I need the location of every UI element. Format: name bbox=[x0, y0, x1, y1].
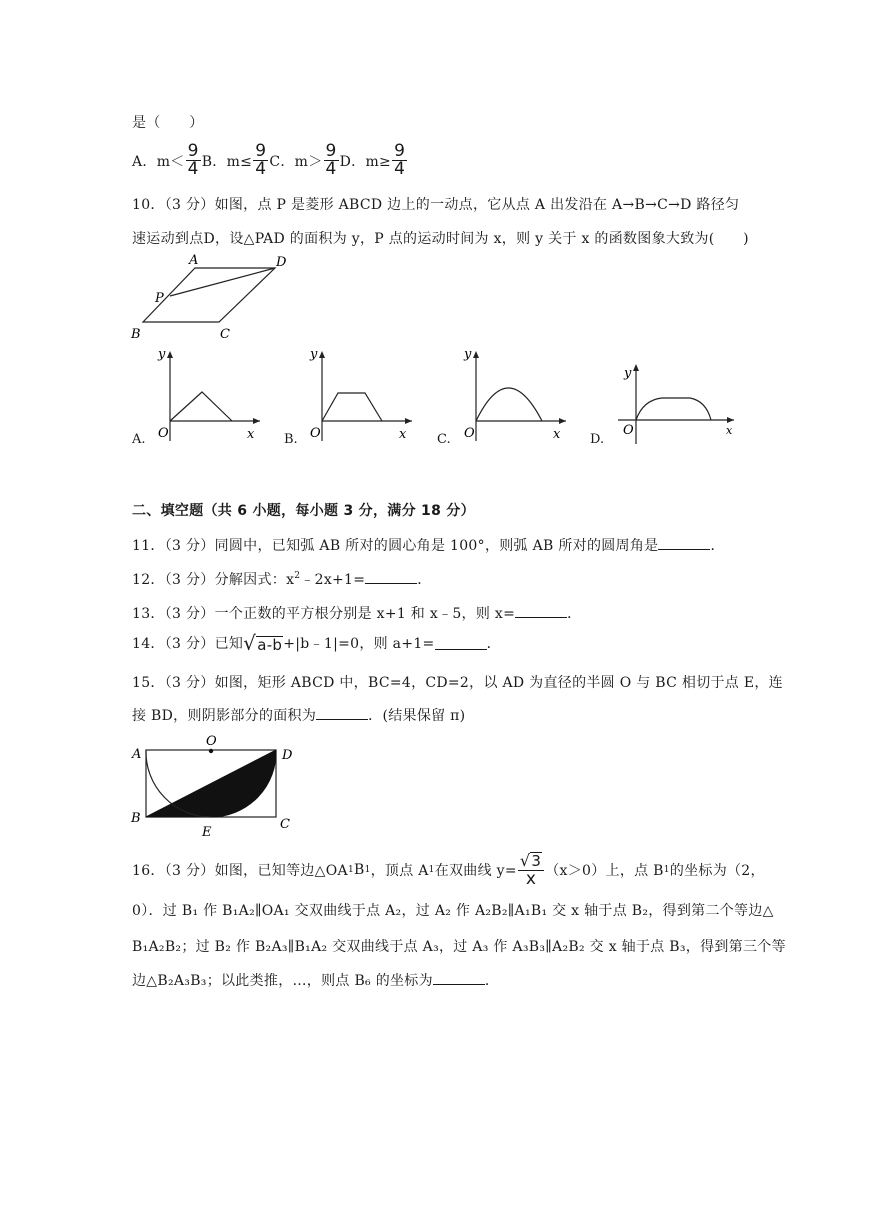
graph-c bbox=[456, 345, 571, 445]
svg-text:x: x bbox=[553, 427, 561, 442]
choice-d-label[interactable]: D. bbox=[590, 432, 605, 447]
answer-blank[interactable] bbox=[515, 605, 567, 618]
fraction: $\frac{9}{4}$ bbox=[325, 141, 337, 179]
svg-text:O: O bbox=[464, 426, 475, 441]
svg-text:y: y bbox=[158, 347, 166, 362]
fraction: $\frac{9}{4}$ bbox=[187, 141, 199, 179]
q9-option-d[interactable]: D．m≥ bbox=[339, 153, 392, 170]
choice-b-label[interactable]: B. bbox=[284, 432, 298, 447]
svg-text:y: y bbox=[310, 347, 318, 362]
label-d: D bbox=[276, 255, 287, 270]
q16-line3: B₁A₂B₂；过 B₂ 作 B₂A₃∥B₁A₂ 交双曲线于点 A₃，过 A₃ 作 A₃B₃∥A₂B₂ 交 x 轴于点 B₃，得到第三个等 bbox=[132, 939, 786, 955]
q16-line1: 16．（3 分）如图，已知等边△OA 1 B 1 ，顶点 A 1 在双曲线 y= √ 3 x （x＞0）上，点 B 1 的坐标为（2， bbox=[132, 851, 765, 889]
svg-text:D: D bbox=[282, 748, 293, 763]
q15-line1: 15．（3 分）如图，矩形 ABCD 中，BC=4，CD=2，以 AD 为直径的半圆 O 与 BC 相切于点 E，连 bbox=[132, 675, 783, 691]
section-heading: 二、填空题（共 6 小题，每小题 3 分，满分 18 分） bbox=[132, 503, 475, 519]
graph-a bbox=[150, 345, 265, 445]
label-b: B bbox=[131, 327, 141, 342]
q9-option-c[interactable]: C．m＞ bbox=[269, 153, 323, 170]
answer-blank[interactable] bbox=[316, 707, 368, 720]
svg-text:y: y bbox=[624, 366, 632, 381]
answer-blank[interactable] bbox=[435, 637, 487, 650]
label-c: C bbox=[220, 327, 230, 342]
q16-line2: 0）．过 B₁ 作 B₁A₂∥OA₁ 交双曲线于点 A₂，过 A₂ 作 A₂B₂∥A₁B₁ 交 x 轴于点 B₂，得到第二个等边△ bbox=[132, 903, 774, 919]
svg-text:y: y bbox=[464, 347, 472, 362]
choice-c-label[interactable]: C. bbox=[437, 432, 451, 447]
svg-text:C: C bbox=[280, 817, 290, 832]
answer-blank[interactable] bbox=[658, 537, 710, 550]
svg-text:x: x bbox=[247, 427, 255, 442]
svg-text:A: A bbox=[132, 747, 142, 762]
q11: 11．（3 分）同圆中，已知弧 AB 所对的圆心角是 100°，则弧 AB 所对的圆周角是 ． bbox=[132, 538, 725, 554]
q13: 13．（3 分）一个正数的平方根分别是 x+1 和 x﹣5，则 x= ． bbox=[132, 606, 582, 622]
rectangle-figure bbox=[126, 730, 301, 840]
graph-b bbox=[302, 345, 417, 445]
svg-text:x: x bbox=[726, 424, 733, 437]
graph-d bbox=[610, 360, 740, 450]
svg-text:O: O bbox=[158, 426, 169, 441]
q9-tail: 是（ ） bbox=[132, 115, 204, 131]
rhombus-figure bbox=[125, 250, 295, 345]
svg-text:B: B bbox=[131, 811, 141, 826]
q12: 12．（3 分）分解因式：$x^2﹣2x+1=$ ． bbox=[132, 571, 432, 588]
svg-text:E: E bbox=[202, 825, 212, 840]
q10-line1: 10．（3 分）如图，点 P 是菱形 ABCD 边上的一动点，它从点 A 出发沿在 A→B→C→D 路径匀 bbox=[132, 197, 740, 213]
q9-option-b[interactable]: B．m≤ bbox=[201, 153, 253, 170]
svg-text:O: O bbox=[206, 734, 217, 749]
svg-text:x: x bbox=[399, 427, 407, 442]
fraction: √ 3 x bbox=[518, 852, 544, 888]
q14: 14．（3 分）已知 √ a-b +|b﹣1|=0，则 a+1= ． bbox=[132, 631, 501, 655]
q10-line2: 速运动到点D，设△PAD 的面积为 y，P 点的运动时间为 x，则 y 关于 x 的函数图象大致为( ) bbox=[132, 231, 749, 247]
label-p: P bbox=[155, 291, 164, 306]
q9-options bbox=[132, 143, 408, 178]
q15-line2: 接 BD，则阴影部分的面积为 ．(结果保留 π) bbox=[132, 708, 466, 724]
fraction: $\frac{9}{4}$ bbox=[255, 141, 267, 179]
sqrt-expression: √ a-b bbox=[243, 631, 283, 655]
answer-blank[interactable] bbox=[433, 972, 485, 985]
label-a: A bbox=[189, 253, 199, 268]
answer-blank[interactable] bbox=[365, 571, 417, 584]
q16-line4: 边△B₂A₃B₃；以此类推，…，则点 B₆ 的坐标为 ． bbox=[132, 973, 500, 989]
q9-option-a[interactable]: A．m＜ bbox=[132, 153, 185, 170]
svg-text:O: O bbox=[623, 423, 634, 438]
svg-text:O: O bbox=[310, 426, 321, 441]
fraction: $\frac{9}{4}$ bbox=[394, 141, 406, 179]
choice-a-label[interactable]: A. bbox=[132, 432, 146, 447]
